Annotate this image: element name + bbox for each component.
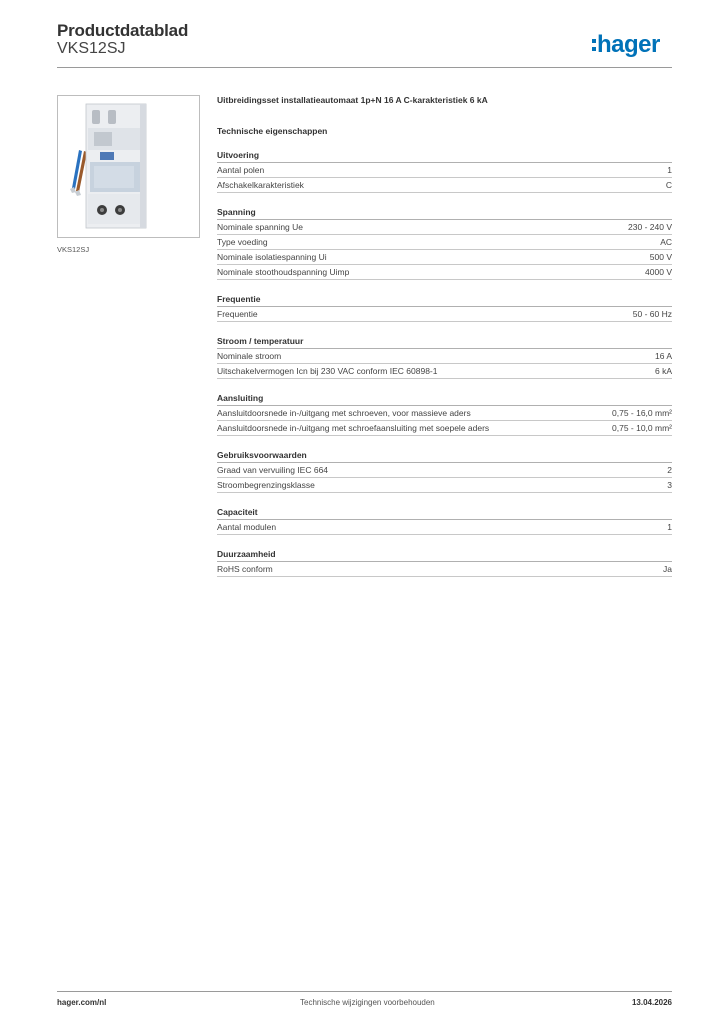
section-title: Frequentie: [217, 293, 672, 307]
product-description: Uitbreidingsset installatieautomaat 1p+N 16 A C-karakteristiek 6 kA: [217, 95, 488, 105]
spec-label: Type voeding: [217, 237, 268, 247]
footer-divider: [57, 991, 672, 992]
section-title: Spanning: [217, 206, 672, 220]
spec-value: 230 - 240 V: [628, 222, 672, 232]
spec-value: 50 - 60 Hz: [632, 309, 672, 319]
spec-label: Aantal modulen: [217, 522, 277, 532]
footer-website: hager.com/nl: [57, 998, 107, 1007]
section-title: Gebruiksvoorwaarden: [217, 449, 672, 463]
spec-row: [217, 406, 672, 421]
footer-date: 13.04.2026: [631, 998, 672, 1007]
spec-label: Uitschakelvermogen Icn bij 230 VAC conform IEC 60898-1: [217, 366, 438, 376]
product-image: [57, 95, 200, 238]
spec-section: [217, 149, 672, 193]
section-title: Duurzaamheid: [217, 548, 672, 562]
spec-label: Aansluitdoorsnede in-/uitgang met schroefaansluiting met soepele aders: [217, 423, 490, 433]
circuit-breaker-image: [58, 96, 199, 237]
spec-label: RoHS conform: [217, 564, 273, 574]
spec-label: Nominale stroom: [217, 351, 282, 361]
spec-row: [217, 478, 672, 493]
spec-value: C: [665, 180, 672, 190]
spec-row: [217, 421, 672, 436]
spec-label: Nominale spanning Ue: [217, 222, 303, 232]
spec-label: Aantal polen: [217, 165, 265, 175]
section-title: Stroom / temperatuur: [217, 335, 672, 349]
spec-value: 1: [667, 165, 672, 175]
spec-row: [217, 235, 672, 250]
spec-label: Graad van vervuiling IEC 664: [217, 465, 329, 475]
spec-value: AC: [660, 237, 672, 247]
footer-disclaimer: Technische wijzigingen voorbehouden: [300, 998, 435, 1007]
spec-value: Ja: [663, 564, 672, 574]
spec-label: Frequentie: [217, 309, 258, 319]
spec-section: [217, 335, 672, 379]
section-title: Uitvoering: [217, 149, 672, 163]
spec-row: [217, 220, 672, 235]
spec-value: 0,75 - 10,0 mm²: [612, 423, 672, 433]
spec-section: [217, 548, 672, 577]
spec-label: Aansluitdoorsnede in-/uitgang met schroeven, voor massieve aders: [217, 408, 471, 418]
product-code: VKS12SJ: [57, 40, 126, 57]
image-caption: VKS12SJ: [57, 245, 90, 254]
spec-row: [217, 163, 672, 178]
spec-row: [217, 307, 672, 322]
spec-value: 2: [667, 465, 672, 475]
spec-section: [217, 293, 672, 322]
spec-row: [217, 349, 672, 364]
header-divider: [57, 67, 672, 68]
spec-row: [217, 520, 672, 535]
spec-label: Stroombegrenzingsklasse: [217, 480, 315, 490]
spec-value: 16 A: [654, 351, 672, 361]
hager-logo: [592, 28, 676, 60]
spec-row: [217, 178, 672, 193]
spec-sections: [217, 149, 672, 577]
spec-row: [217, 364, 672, 379]
tech-properties-title: Technische eigenschappen: [217, 126, 328, 136]
spec-label: Nominale isolatiespanning Ui: [217, 252, 327, 262]
spec-section: [217, 392, 672, 436]
spec-section: [217, 449, 672, 493]
spec-row: [217, 463, 672, 478]
spec-section: [217, 506, 672, 535]
spec-label: Afschakelkarakteristiek: [217, 180, 304, 190]
logo-text: hager: [597, 31, 660, 58]
spec-value: 500 V: [649, 252, 672, 262]
spec-value: 3: [667, 480, 672, 490]
spec-label: Nominale stoothoudspanning Uimp: [217, 267, 350, 277]
section-title: Capaciteit: [217, 506, 672, 520]
section-title: Aansluiting: [217, 392, 672, 406]
spec-value: 1: [667, 522, 672, 532]
spec-value: 0,75 - 16,0 mm²: [612, 408, 672, 418]
specs-content: [217, 95, 672, 590]
spec-value: 4000 V: [645, 267, 672, 277]
spec-row: [217, 562, 672, 577]
spec-row: [217, 250, 672, 265]
spec-value: 6 kA: [654, 366, 672, 376]
spec-row: [217, 265, 672, 280]
spec-section: [217, 206, 672, 280]
page-title: Productdatablad: [57, 21, 189, 40]
